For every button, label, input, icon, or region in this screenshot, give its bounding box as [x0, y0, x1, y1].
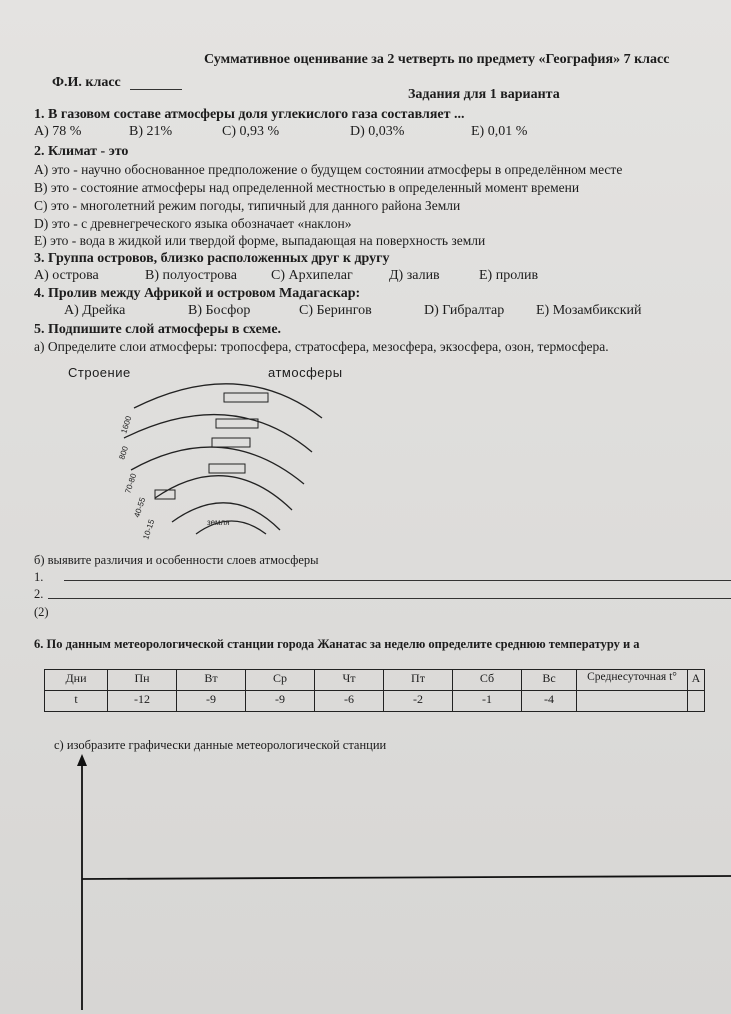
q3-option-d: Д) залив — [389, 268, 440, 283]
q2-option-b: В) это - состояние атмосферы над определенной местностью в определенный момент времени — [34, 180, 580, 195]
table-cell: Среднесуточная t° — [577, 670, 688, 691]
q1-option-d: D) 0,03% — [350, 124, 405, 139]
y-axis-arrow — [77, 754, 87, 766]
table-cell: -12 — [108, 691, 177, 712]
earth-label: земля — [207, 518, 230, 527]
q1-option-b: В) 21% — [129, 124, 173, 139]
table-cell: Чт — [315, 670, 384, 691]
answer-line-2-label: 2. — [34, 587, 44, 601]
table-cell: -6 — [315, 691, 384, 712]
q4-option-c: С) Берингов — [299, 303, 372, 318]
table-cell: Пн — [108, 670, 177, 691]
name-class-label: Ф.И. класс — [52, 75, 121, 90]
q3-option-b: В) полуострова — [145, 268, 237, 283]
question-2: 2. Климат - это — [34, 144, 129, 159]
diagram-title-left: Строение — [68, 365, 131, 380]
altitude-label-10-15: 10-15 — [141, 518, 157, 541]
table-cell: А — [688, 670, 705, 691]
q1-option-e: Е) 0,01 % — [471, 124, 528, 139]
q5-points: (2) — [34, 605, 49, 619]
table-cell: Пт — [384, 670, 453, 691]
q4-option-a: А) Дрейка — [64, 303, 126, 318]
table-cell: -2 — [384, 691, 453, 712]
altitude-label-40-55: 40-55 — [132, 496, 148, 519]
altitude-label-800: 800 — [117, 445, 131, 461]
q4-option-b: В) Босфор — [188, 303, 251, 318]
q3-option-c: С) Архипелаг — [271, 268, 353, 283]
table-cell: Ср — [246, 670, 315, 691]
altitude-label-1600: 1600 — [119, 414, 134, 435]
q5-part-b: б) выявите различия и особенности слоев атмосферы — [34, 553, 319, 567]
variant-label: Задания для 1 варианта — [408, 87, 560, 102]
q4-option-e: Е) Мозамбикский — [536, 303, 642, 318]
x-axis — [82, 876, 731, 879]
table-cell: Дни — [45, 670, 108, 691]
question-3: 3. Группа островов, близко расположенных друг к другу — [34, 251, 390, 266]
q2-option-a: А) это - научно обоснованное предположение о будущем состоянии атмосферы в определённом месте — [34, 162, 623, 177]
table-cell: -4 — [522, 691, 577, 712]
question-1: 1. В газовом составе атмосферы доля углекислого газа составляет ... — [34, 107, 465, 122]
answer-line-1-label: 1. — [34, 570, 44, 584]
table-cell: Сб — [453, 670, 522, 691]
table-cell: -1 — [453, 691, 522, 712]
question-5: 5. Подпишите слой атмосферы в схеме. — [34, 322, 282, 337]
diagram-title-right: атмосферы — [268, 365, 343, 380]
q2-option-e: Е) это - вода в жидкой или твердой форме, выпадающая на поверхность земли — [34, 233, 486, 248]
altitude-label-70-80: 70-80 — [123, 472, 139, 495]
question-4: 4. Пролив между Африкой и островом Мадагаскар: — [34, 286, 361, 301]
q6-part-c: с) изобразите графически данные метеорологической станции — [54, 738, 387, 752]
table-cell: Вс — [522, 670, 577, 691]
table-cell: Вт — [177, 670, 246, 691]
q3-option-a: А) острова — [34, 268, 99, 283]
q1-option-a: А) 78 % — [34, 124, 82, 139]
worksheet-title: Суммативное оценивание за 2 четверть по предмету «География» 7 класс — [204, 52, 670, 67]
question-6: 6. По данным метеорологической станции города Жанатас за неделю определите среднюю температуру и а — [34, 637, 640, 651]
table-cell: -9 — [177, 691, 246, 712]
table-cell: -9 — [246, 691, 315, 712]
q2-option-d: D) это - с древнегреческого языка обозначает «наклон» — [34, 216, 352, 231]
table-cell: t — [45, 691, 108, 712]
q5-part-a: а) Определите слои атмосферы: тропосфера, стратосфера, мезосфера, экзосфера, озон, термосфера. — [34, 339, 609, 354]
q4-option-d: D) Гибралтар — [424, 303, 505, 318]
q3-option-e: Е) пролив — [479, 268, 539, 283]
q2-option-c: С) это - многолетний режим погоды, типичный для данного района Земли — [34, 198, 461, 213]
q1-option-c: С) 0,93 % — [222, 124, 280, 139]
